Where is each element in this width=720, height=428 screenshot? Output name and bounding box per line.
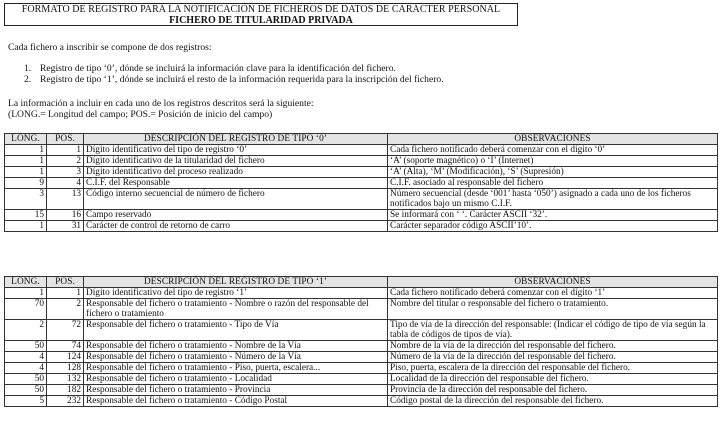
cell-pos: 16: [47, 210, 84, 221]
cell-obs: ‘A’ (Alta), ‘M’ (Modificación), ‘S’ (Supresión): [388, 167, 718, 178]
cell-obs: Número de la vía de la dirección del responsable del fichero.: [388, 352, 718, 363]
cell-long: 1: [5, 288, 47, 299]
list-item-number: 2.: [24, 74, 32, 85]
list-item-text: Registro de tipo ‘1’, dónde se incluirá el resto de la información requerida para la inscripción del fichero.: [40, 74, 444, 85]
cell-long: 4: [5, 352, 47, 363]
cell-desc: Dígito identificativo del tipo de registro ‘1’: [84, 288, 388, 299]
cell-long: 2: [5, 320, 47, 341]
cell-pos: 4: [47, 178, 84, 189]
cell-obs: C.I.F. asociado al responsable del fichero: [388, 178, 718, 189]
cell-desc: Responsable del fichero o tratamiento - Localidad: [84, 374, 388, 385]
cell-obs: Nombre del titular o responsable del fichero o tratamiento.: [388, 299, 718, 320]
header-desc: DESCRIPCIÓN DEL REGISTRO DE TIPO ‘0’: [84, 134, 388, 145]
table-row: [5, 320, 718, 341]
info-text: [8, 98, 314, 120]
cell-long: 1: [5, 167, 47, 178]
cell-desc: Responsable del fichero o tratamiento - Provincia: [84, 385, 388, 396]
cell-desc: Campo reservado: [84, 210, 388, 221]
register-list: [24, 63, 444, 85]
list-item-text: Registro de tipo ‘0’, dónde se incluirá la información clave para la identificación del fichero.: [40, 63, 396, 74]
table-row: [5, 145, 718, 156]
header-desc: DESCRIPCIÓN DEL REGISTRO DE TIPO ‘1’: [84, 277, 388, 288]
cell-pos: 74: [47, 341, 84, 352]
cell-long: 9: [5, 178, 47, 189]
table-row: [5, 288, 718, 299]
cell-obs: Cada fichero notificado deberá comenzar con el dígito ‘0’: [388, 145, 718, 156]
cell-pos: 1: [47, 145, 84, 156]
list-item-number: 1.: [24, 63, 32, 74]
list-item: [24, 74, 444, 85]
header-obs: OBSERVACIONES: [388, 277, 718, 288]
cell-desc: Dígito identificativo de la titularidad del fichero: [84, 156, 388, 167]
table-row: [5, 167, 718, 178]
cell-obs: Localidad de la dirección del responsable del fichero.: [388, 374, 718, 385]
cell-long: 4: [5, 363, 47, 374]
table-row: [5, 352, 718, 363]
cell-pos: 13: [47, 189, 84, 210]
cell-long: 70: [5, 299, 47, 320]
cell-obs: Piso, puerta, escalera de la dirección del responsable del fichero.: [388, 363, 718, 374]
register-type-1-table: [4, 276, 718, 407]
cell-obs: Se informará con ‘ ‘. Carácter ASCII ‘32’.: [388, 210, 718, 221]
header-pos: POS.: [47, 134, 84, 145]
table-row: [5, 385, 718, 396]
cell-obs: [388, 320, 718, 341]
cell-long: 1: [5, 221, 47, 232]
cell-desc: Responsable del fichero o tratamiento - Número de la Vía: [84, 352, 388, 363]
header-pos: POS.: [47, 277, 84, 288]
cell-obs: Provincia de la dirección del responsable del fichero.: [388, 385, 718, 396]
cell-obs: ‘A’ (soporte magnético) o ‘I’ (Internet): [388, 156, 718, 167]
cell-desc: Responsable del fichero o tratamiento - Piso, puerta, escalera...: [84, 363, 388, 374]
cell-desc: Responsable del fichero o tratamiento - Nombre o razón del responsable del fichero o tratamiento: [84, 299, 388, 320]
table-row: [5, 363, 718, 374]
info-legend: (LONG.= Longitud del campo; POS.= Posición de inicio del campo): [8, 109, 273, 120]
cell-pos: 124: [47, 352, 84, 363]
cell-long: 1: [5, 145, 47, 156]
cell-desc: Responsable del fichero o tratamiento - Código Postal: [84, 396, 388, 407]
cell-obs: Código postal de la dirección del responsable del fichero.: [388, 396, 718, 407]
register-type-0-table: [4, 133, 718, 232]
document-title-box: [4, 3, 518, 26]
cell-obs: Nombre de la vía de la dirección del responsable del fichero.: [388, 341, 718, 352]
cell-pos: 132: [47, 374, 84, 385]
cell-pos: 232: [47, 396, 84, 407]
document-title: FORMATO DE REGISTRO PARA LA NOTIFICACIÓN DE FICHEROS DE DATOS DE CARÁCTER PERSONAL: [21, 4, 501, 15]
cell-pos: 72: [47, 320, 84, 341]
cell-long: 50: [5, 341, 47, 352]
table-row: [5, 396, 718, 407]
cell-pos: 2: [47, 299, 84, 320]
cell-obs: Número secuencial (desde ‘001’ hasta ‘050’) asignado a cada uno de los ficheros notificados bajo un mismo C.I.F.: [388, 189, 718, 210]
table-header-row: [5, 134, 718, 145]
cell-obs: Cada fichero notificado deberá comenzar con el dígito ‘1’: [388, 288, 718, 299]
cell-pos: 31: [47, 221, 84, 232]
cell-desc: Responsable del fichero o tratamiento - Tipo de Vía: [84, 320, 388, 341]
cell-long: 5: [5, 396, 47, 407]
table-row: [5, 221, 718, 232]
list-item: [24, 63, 444, 74]
header-long: LONG.: [5, 277, 47, 288]
table-row: [5, 210, 718, 221]
cell-long: 50: [5, 374, 47, 385]
cell-desc: Dígito identificativo del tipo de registro ‘0’: [84, 145, 388, 156]
cell-obs: Carácter separador código ASCII’10’.: [388, 221, 718, 232]
table-row: [5, 341, 718, 352]
cell-desc: C.I.F. del Responsable: [84, 178, 388, 189]
cell-pos: 1: [47, 288, 84, 299]
info-line: La información a incluir en cada uno de los registros descritos será la siguiente:: [8, 98, 314, 109]
cell-desc: Responsable del fichero o tratamiento - Nombre de la Vía: [84, 341, 388, 352]
table-row: [5, 299, 718, 320]
cell-obs-text: Tipo de vía de la dirección del responsable: (Indicar el código de tipo de vía según la tabla de códigos de tipos de vía).: [390, 320, 706, 340]
cell-pos: 128: [47, 363, 84, 374]
cell-long: 50: [5, 385, 47, 396]
cell-desc: Carácter de control de retorno de carro: [84, 221, 388, 232]
header-long: LONG.: [5, 134, 47, 145]
cell-pos: 3: [47, 167, 84, 178]
header-obs: OBSERVACIONES: [388, 134, 718, 145]
table-row: [5, 374, 718, 385]
cell-desc: Dígito identificativo del proceso realizado: [84, 167, 388, 178]
cell-long: 3: [5, 189, 47, 210]
intro-text: Cada fichero a inscribir se compone de dos registros:: [8, 42, 212, 53]
document-subtitle: FICHERO DE TITULARIDAD PRIVADA: [169, 15, 353, 26]
cell-long: 1: [5, 156, 47, 167]
table-header-row: [5, 277, 718, 288]
cell-desc: Código interno secuencial de número de fichero: [84, 189, 388, 210]
table-row: [5, 156, 718, 167]
cell-pos: 182: [47, 385, 84, 396]
cell-long: 15: [5, 210, 47, 221]
cell-pos: 2: [47, 156, 84, 167]
table-row: [5, 189, 718, 210]
table-row: [5, 178, 718, 189]
